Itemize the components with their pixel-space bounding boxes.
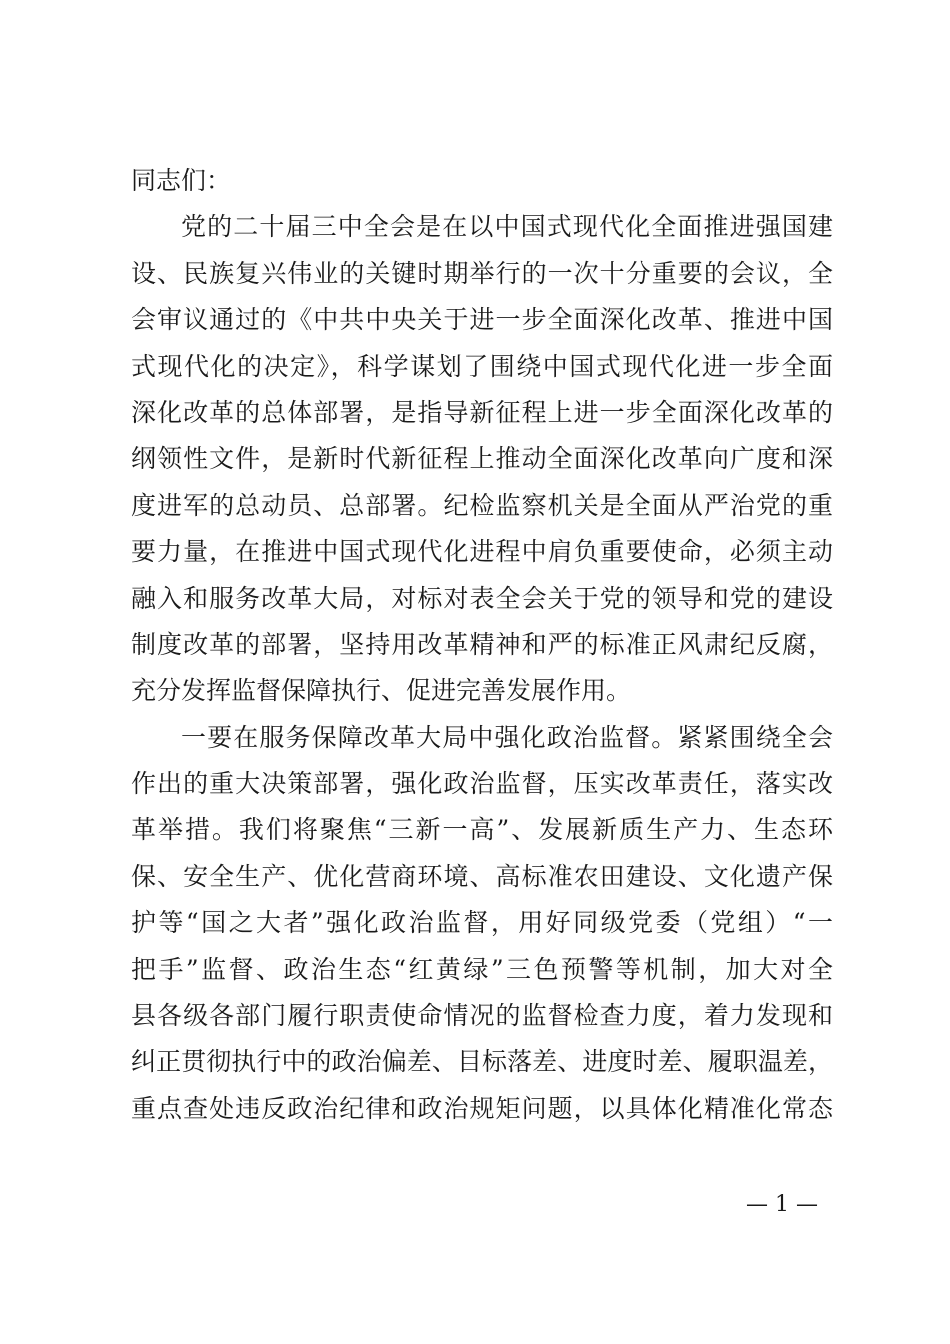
paragraph-line: 深化改革的总体部署，是指导新征程上进一步全面深化改革的 <box>131 397 833 427</box>
paragraph-line: 作出的重大决策部署，强化政治监督，压实改革责任，落实改 <box>131 769 833 799</box>
paragraph-line: 度进军的总动员、总部署。纪检监察机关是全面从严治党的重 <box>131 490 833 520</box>
document-body <box>131 158 833 1132</box>
paragraph-line: 护等“国之大者”强化政治监督，用好同级党委（党组）“一 <box>131 908 833 938</box>
paragraph-line: 保、安全生产、优化营商环境、高标准农田建设、文化遗产保 <box>131 861 833 891</box>
paragraph-line: 式现代化的决定》，科学谋划了围绕中国式现代化进一步全面 <box>131 351 833 381</box>
paragraph-line: 设、民族复兴伟业的关键时期举行的一次十分重要的会议，全 <box>131 258 833 288</box>
paragraph-line: 纠正贯彻执行中的政治偏差、目标落差、进度时差、履职温差， <box>131 1047 833 1077</box>
paragraph-2 <box>131 715 833 1133</box>
paragraph-line: 纲领性文件，是新时代新征程上推动全面深化改革向广度和深 <box>131 444 833 474</box>
paragraph-1 <box>131 204 833 714</box>
paragraph-line: 党的二十届三中全会是在以中国式现代化全面推进强国建 <box>181 212 833 242</box>
paragraph-line: 一要在服务保障改革大局中强化政治监督。紧紧围绕全会 <box>181 722 833 752</box>
paragraph-line: 要力量，在推进中国式现代化进程中肩负重要使命，必须主动 <box>131 537 833 567</box>
paragraph-line: 会审议通过的《中共中央关于进一步全面深化改革、推进中国 <box>131 305 833 335</box>
paragraph-line: 融入和服务改革大局，对标对表全会关于党的领导和党的建设 <box>131 583 833 613</box>
paragraph-line: 把手”监督、政治生态“红黄绿”三色预警等机制，加大对全 <box>131 954 833 984</box>
paragraph-line: 县各级各部门履行职责使命情况的监督检查力度，着力发现和 <box>131 1001 833 1031</box>
paragraph-line: 重点查处违反政治纪律和政治规矩问题，以具体化精准化常态 <box>131 1093 833 1123</box>
paragraph-line: 充分发挥监督保障执行、促进完善发展作用。 <box>131 676 632 706</box>
page-number: — 1 — <box>746 1192 818 1217</box>
paragraph-line: 革举措。我们将聚焦“三新一高”、发展新质生产力、生态环 <box>131 815 833 845</box>
salutation: 同志们： <box>131 166 232 195</box>
paragraph-line: 制度改革的部署，坚持用改革精神和严的标准正风肃纪反腐， <box>131 629 833 659</box>
